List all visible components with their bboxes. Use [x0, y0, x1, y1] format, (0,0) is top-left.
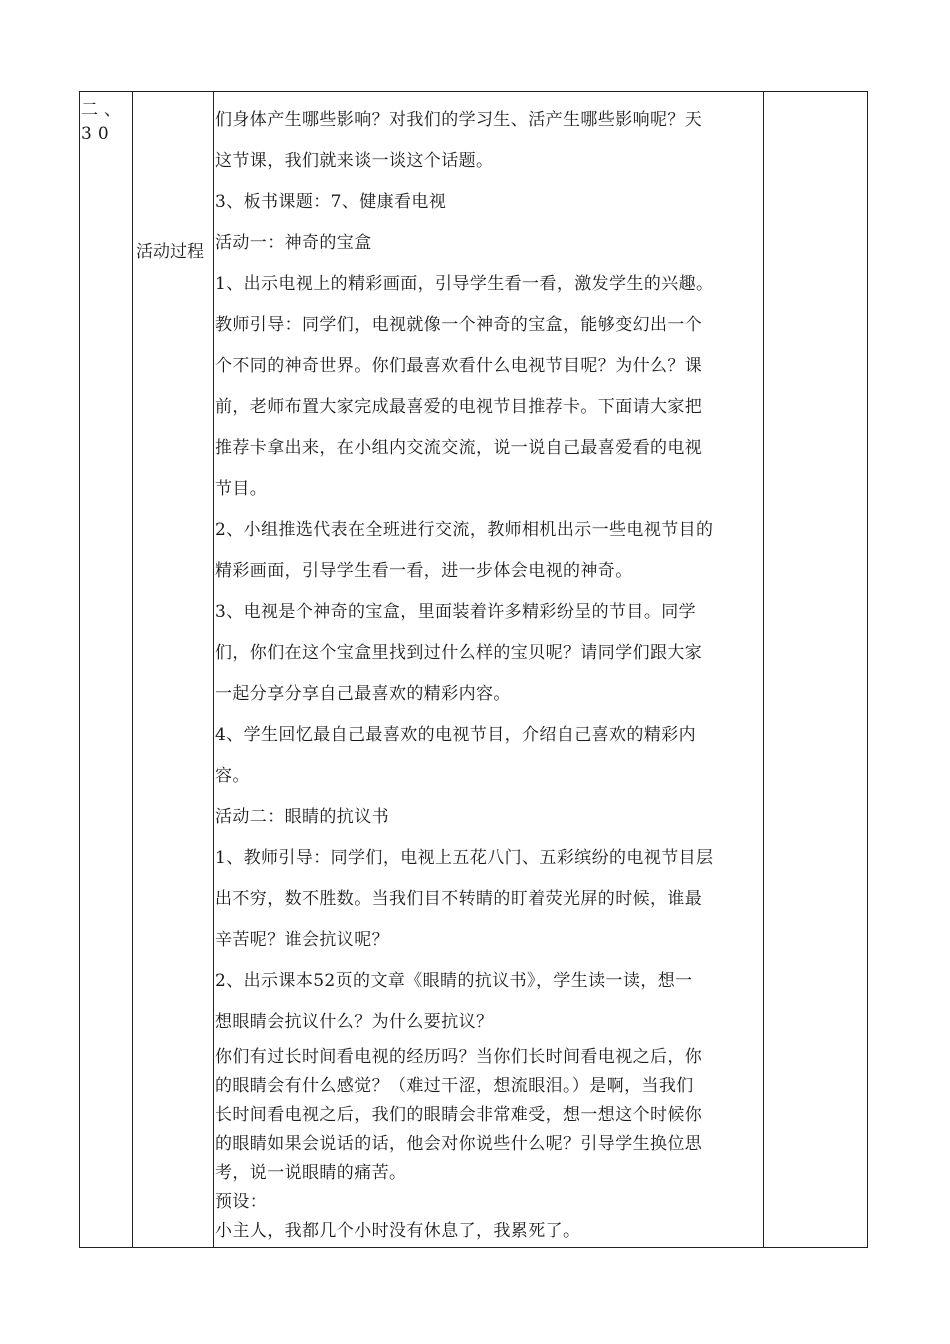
content-line: 3、板书课题：7、健康看电视 — [215, 192, 447, 212]
content-line: 长时间看电视之后，我们的眼睛会非常难受，想一想这个时候你 — [215, 1105, 703, 1125]
content-line: 的眼睛会有什么感觉？（难过干涩，想流眼泪。）是啊，当我们 — [215, 1076, 694, 1096]
stage-cell: 二、30 — [81, 100, 127, 144]
content-line: 个不同的神奇世界。你们最喜欢看什么电视节目呢？为什么？课 — [215, 356, 703, 376]
content-line: 前，老师布置大家完成最喜爱的电视节目推荐卡。下面请大家把 — [215, 397, 703, 417]
content-line: 精彩画面，引导学生看一看，进一步体会电视的神奇。 — [215, 561, 633, 581]
content-line: 的眼睛如果会说话的话，他会对你说些什么呢？引导学生换位思 — [215, 1134, 703, 1154]
content-line: 3、电视是个神奇的宝盒，里面装着许多精彩纷呈的节目。同学 — [215, 602, 697, 622]
content-line: 教师引导：同学们，电视就像一个神奇的宝盒，能够变幻出一个 — [215, 315, 703, 335]
lesson-content — [215, 100, 767, 1246]
content-line: 出不穷，数不胜数。当我们目不转睛的盯着荧光屏的时候，谁最 — [215, 889, 703, 909]
content-line: 节目。 — [215, 479, 268, 499]
content-line: 2、小组推选代表在全班进行交流，教师相机出示一些电视节目的 — [215, 520, 714, 540]
content-line: 容。 — [215, 766, 250, 786]
content-line: 辛苦呢？谁会抗议呢？ — [215, 930, 389, 950]
content-line: 1、教师引导：同学们，电视上五花八门、五彩缤纷的电视节目层 — [215, 848, 714, 868]
content-line: 们，你们在这个宝盒里找到过什么样的宝贝呢？请同学们跟大家 — [215, 643, 703, 663]
content-line: 你们有过长时间看电视的经历吗？当你们长时间看电视之后，你 — [215, 1047, 703, 1067]
activity-heading: 活动一：神奇的宝盒 — [215, 233, 372, 253]
content-line: 小主人，我都几个小时没有休息了，我累死了。 — [215, 1221, 581, 1241]
column-divider — [213, 92, 214, 1247]
content-line: 4、学生回忆最自己最喜欢的电视节目，介绍自己喜欢的精彩内 — [215, 725, 697, 745]
content-line: 这节课，我们就来谈一谈这个话题。 — [215, 151, 494, 171]
lesson-table — [79, 91, 868, 1248]
content-line: 2、出示课本52页的文章《眼睛的抗议书》，学生读一读，想一 — [215, 971, 693, 991]
content-line: 预设： — [215, 1192, 268, 1212]
content-line: 们身体产生哪些影响？对我们的学习生、活产生哪些影响呢？天 — [215, 110, 703, 130]
activity-heading: 活动二：眼睛的抗议书 — [215, 807, 389, 827]
column-divider — [132, 92, 133, 1247]
content-line: 考，说一说眼睛的痛苦。 — [215, 1163, 407, 1183]
section-label: 活动过程 — [136, 242, 204, 262]
content-line: 推荐卡拿出来，在小组内交流交流，说一说自己最喜爱看的电视 — [215, 438, 703, 458]
content-line: 一起分享分享自己最喜欢的精彩内容。 — [215, 684, 511, 704]
content-line: 1、出示电视上的精彩画面，引导学生看一看，激发学生的兴趣。 — [215, 274, 714, 294]
content-line: 想眼睛会抗议什么？为什么要抗议？ — [215, 1012, 494, 1032]
